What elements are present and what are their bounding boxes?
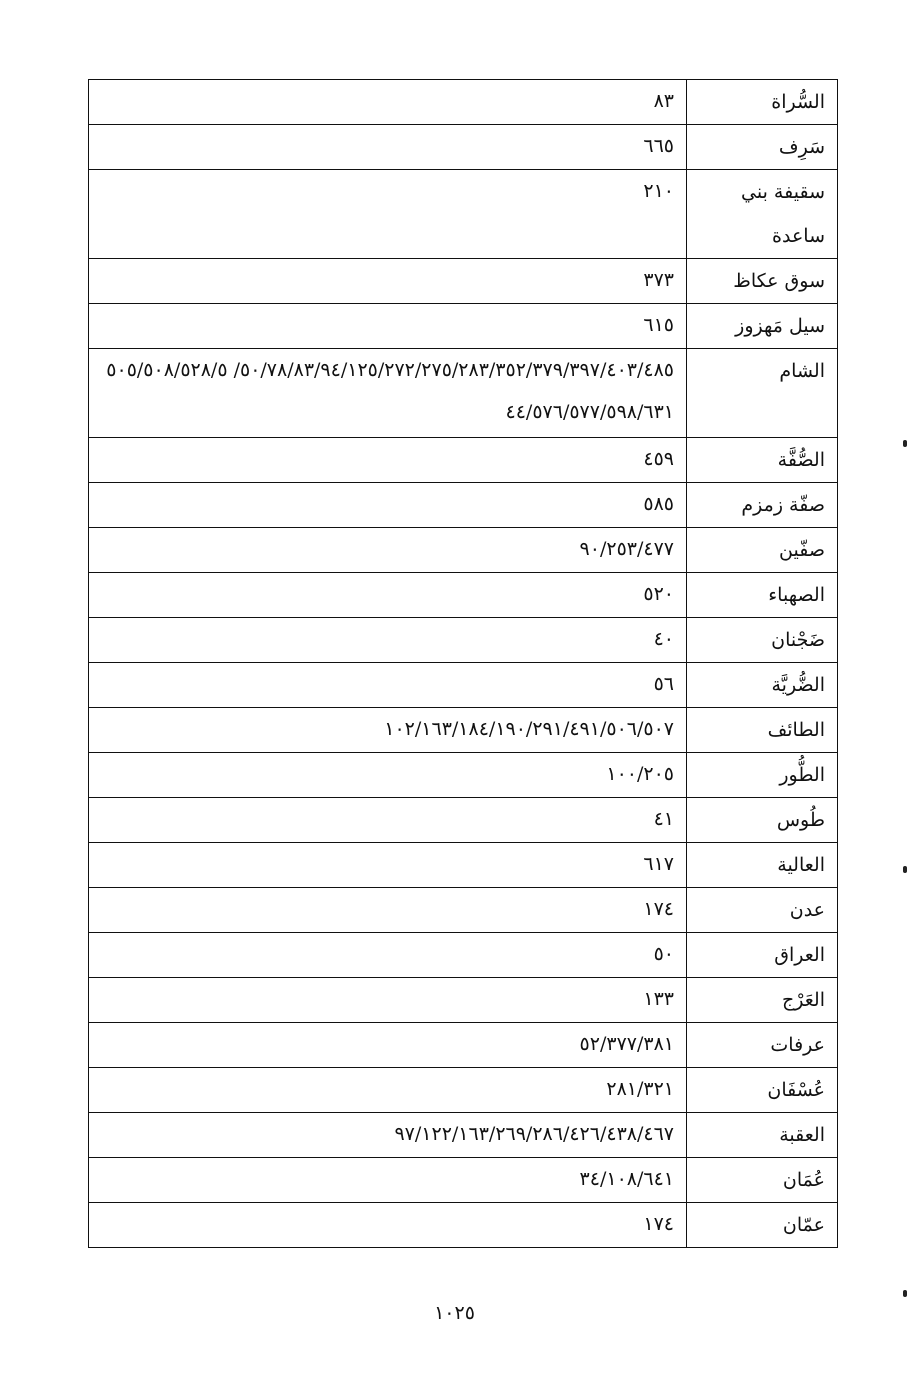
table-row	[89, 1203, 838, 1248]
page-refs: ٥٠	[89, 933, 687, 978]
place-name: السُّراة	[687, 80, 838, 125]
table-row	[89, 618, 838, 663]
page-refs: ١٧٤	[89, 888, 687, 933]
table-row	[89, 483, 838, 528]
scan-mark	[903, 440, 907, 447]
place-name: الصُّفَّة	[687, 438, 838, 483]
place-name: ضَجْنان	[687, 618, 838, 663]
page-refs: ٨٣	[89, 80, 687, 125]
table-row	[89, 888, 838, 933]
place-index-body	[89, 80, 838, 1248]
table-row	[89, 573, 838, 618]
place-name: صفّين	[687, 528, 838, 573]
table-row	[89, 259, 838, 304]
table-row	[89, 708, 838, 753]
page-refs: ٦١٥	[89, 304, 687, 349]
table-row	[89, 528, 838, 573]
place-name: العقبة	[687, 1113, 838, 1158]
place-name: سوق عكاظ	[687, 259, 838, 304]
page-refs: ٤١	[89, 798, 687, 843]
table-row	[89, 304, 838, 349]
table-row	[89, 80, 838, 125]
table-row	[89, 1158, 838, 1203]
place-name: الطُّور	[687, 753, 838, 798]
place-name: العراق	[687, 933, 838, 978]
table-row	[89, 978, 838, 1023]
page-refs: ٦٦٥	[89, 125, 687, 170]
scan-mark	[903, 866, 907, 873]
page-refs: ٥٠/٧٨/٨٣/٩٤/١٢٥/٢٧٢/٢٧٥/٢٨٣/٣٥٢/٣٧٩/٣٩٧/٤٠٣/٤٨٥/ ٥٠٥/٥٠٨/٥٢٨/٥٤٤/٥٧٦/٥٧٧/٥٩٨/٦٣١	[89, 349, 687, 438]
page-refs: ٩٧/١٢٢/١٦٣/٢٦٩/٢٨٦/٤٢٦/٤٣٨/٤٦٧	[89, 1113, 687, 1158]
page-refs: ١٠٠/٢٠٥	[89, 753, 687, 798]
page-refs: ٥٨٥	[89, 483, 687, 528]
page-refs: ٥٢٠	[89, 573, 687, 618]
page-refs: ٤٠	[89, 618, 687, 663]
table-row	[89, 125, 838, 170]
table-row	[89, 1023, 838, 1068]
place-name: طُوس	[687, 798, 838, 843]
table-row	[89, 843, 838, 888]
table-row	[89, 1113, 838, 1158]
page-refs: ٤٥٩	[89, 438, 687, 483]
table-row	[89, 933, 838, 978]
place-name: عمّان	[687, 1203, 838, 1248]
place-name: عدن	[687, 888, 838, 933]
table-row	[89, 349, 838, 438]
page-refs: ٩٠/٢٥٣/٤٧٧	[89, 528, 687, 573]
table-row	[89, 753, 838, 798]
place-name: الشام	[687, 349, 838, 438]
table-row	[89, 663, 838, 708]
place-name: صفّة زمزم	[687, 483, 838, 528]
place-name: الطائف	[687, 708, 838, 753]
place-name: العَرْج	[687, 978, 838, 1023]
page-refs: ٣٤/١٠٨/٦٤١	[89, 1158, 687, 1203]
place-name: عرفات	[687, 1023, 838, 1068]
place-index-table	[88, 79, 838, 1248]
place-name: العالية	[687, 843, 838, 888]
page-refs: ٢٨١/٣٢١	[89, 1068, 687, 1113]
page-refs: ٣٧٣	[89, 259, 687, 304]
place-name: عُمَان	[687, 1158, 838, 1203]
page-refs: ٢١٠	[89, 170, 687, 259]
page-refs: ٥٢/٣٧٧/٣٨١	[89, 1023, 687, 1068]
place-name: سَرِف	[687, 125, 838, 170]
place-name: الصهباء	[687, 573, 838, 618]
page-refs: ١٣٣	[89, 978, 687, 1023]
place-name: الضُّريَّة	[687, 663, 838, 708]
place-name: عُسْفَان	[687, 1068, 838, 1113]
table-row	[89, 438, 838, 483]
place-name: سقيفة بني ساعدة	[687, 170, 838, 259]
place-name: سيل مَهزوز	[687, 304, 838, 349]
page-number: ١٠٢٥	[434, 1302, 475, 1324]
scan-mark	[903, 1290, 907, 1297]
page-refs: ١٠٢/١٦٣/١٨٤/١٩٠/٢٩١/٤٩١/٥٠٦/٥٠٧	[89, 708, 687, 753]
page-refs: ١٧٤	[89, 1203, 687, 1248]
table-row	[89, 1068, 838, 1113]
page-refs: ٥٦	[89, 663, 687, 708]
table-row	[89, 170, 838, 259]
table-row	[89, 798, 838, 843]
page-refs: ٦١٧	[89, 843, 687, 888]
